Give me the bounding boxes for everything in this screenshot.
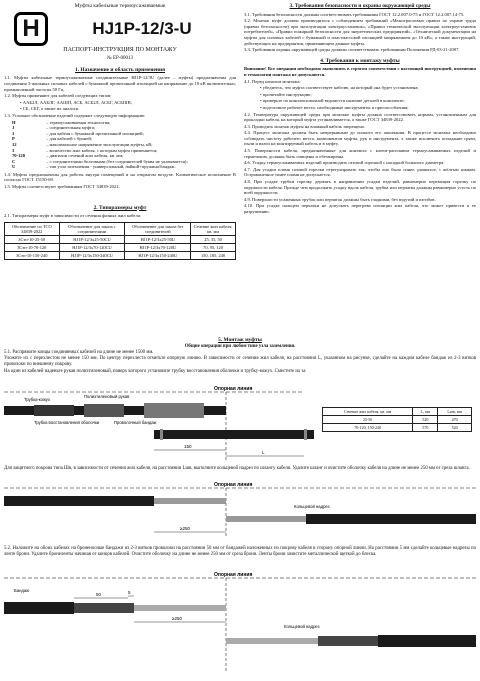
- para-3-3: 3.3. Требования охраны окружающей среды должны соответствовать требованиям Положения РД-03-21-2007.: [244, 47, 460, 53]
- section-1-title: 1. Назначение и область применения: [75, 66, 165, 73]
- fig1-dim-150: 150: [184, 444, 192, 449]
- code-row: [4, 164, 236, 170]
- figure-3: [4, 572, 476, 676]
- fig3-ref-line-label: Опорная линия: [214, 572, 253, 578]
- table-cell: 3Стп-10-150-240: [5, 251, 60, 259]
- table-cell: 150, 185, 240: [191, 251, 236, 259]
- document-number: № ЕР-00013: [106, 56, 134, 62]
- para-4-8: 4.8. При усадке трубки горелку держать в направлении усадки изделий, равномерно перемещая горелку по окружности кабеля. Прежде чем продолжить усадку вдоль кабеля, трубка или перчатка должны равномерно усесть по всей окружности.: [244, 179, 476, 196]
- table-row: [323, 424, 472, 432]
- table-header-cell: Сечение жил кабеля, кв. мм: [323, 408, 413, 416]
- code-key: 1: [12, 130, 15, 136]
- section-5-header: [4, 338, 476, 376]
- table-cell: 25-50: [323, 416, 413, 424]
- code-value: – с соединителями болтовыми (без соединителей буква не указывается);: [46, 158, 188, 164]
- code-value: – термоусаживаемая технология;: [46, 119, 111, 125]
- table-header-cell: Обозначение для заказа без соединителей: [125, 222, 191, 235]
- figure-1: [4, 384, 476, 464]
- code-value: – для кабелей с броней;: [46, 136, 93, 142]
- para-4-7: 4.7. Для усадки пламя газовой горелки отрегулировать так, чтобы оно было синее, размытое, с жёлтым языком. Остроконечное синее пламя не допускается.: [244, 166, 476, 178]
- table-header-cell: Обозначение для заказа с соединителями: [59, 222, 125, 235]
- code-key: J: [12, 125, 15, 131]
- para-5-2-wrap: [4, 546, 476, 559]
- left-column: [4, 4, 236, 263]
- code-key: 12: [12, 141, 17, 147]
- cable-types-2: • СБ, СБГ, а также их аналоги.: [20, 106, 80, 112]
- para-5-1d: Для защитного покрова типа Шв, в зависимости от сечения жил кабеля, на расстоянии Lшв, выполните кольцевой надрез по шлангу кабеля. Удалите шланг и очистите оболочку кабеля на длине не менее 250 мм от среза шланга.: [4, 466, 470, 471]
- para-4-3: 4.3. Проводить монтаж муфты на влажный кабель запрещено.: [244, 123, 366, 129]
- right-column: [244, 4, 476, 216]
- section-3-title: 3. Требования безопасности и охраны окружающей среды: [289, 3, 431, 9]
- table-cell: HJ1P-12/3х25-50U: [125, 235, 191, 243]
- para-1-2: 1.2. Муфты применяют для кабелей следующих типов:: [4, 93, 112, 99]
- preparation-item: • убедитесь, что муфта соответствует кабелю, на который она будет установлена;: [260, 85, 419, 91]
- fig3-label-0: Бандаж: [14, 588, 29, 593]
- section-2-title: 2. Типоразмеры муфт: [93, 204, 147, 211]
- cable-types-1: • ААБ2Л, ААБЛГ, ААШП, АСБ, АСБ2Л, АСБГ, АСБШВ;: [20, 99, 132, 105]
- section-5-subtitle: Общие операции при любом типе узла заземления.: [184, 343, 296, 349]
- table-cell: 520: [438, 424, 472, 432]
- code-value: – количество жил кабеля, с которым муфта применяется;: [46, 147, 158, 153]
- table-header-cell: Обозначение по ТСО 34839-2022: [5, 222, 60, 235]
- table-cell: 570: [413, 424, 438, 432]
- preparation-item: • подготовьте рабочее место, необходимые инструменты и приспособления;: [260, 104, 409, 110]
- fig1-label-0: Трубка-кожух: [24, 397, 50, 402]
- code-value: – максимальное напряжение эксплуатации муфты, кВ;: [46, 141, 153, 147]
- table-cell: HJ1P-12/3х70-120U: [125, 243, 191, 251]
- sizes-table-body: [5, 235, 236, 259]
- para-4-10: 4.10. При усадке пальцем перчатки не допускать перегрева изоляции жил кабеля, что может привести к ее разрушению.: [244, 203, 476, 214]
- preparation-list: [244, 85, 476, 110]
- code-value: – диапазон сечений жил кабеля, кв. мм;: [46, 153, 124, 159]
- para-4-2: 4.2. Температура окружающей среды при монтаже муфты должна соответствовать нормам, установленным для прокладки кабеля, на который муфта устанавливается, а также ГОСТ 34839-2022.: [244, 111, 476, 123]
- para-4-6: 4.6. Усадку термоусаживаемых изделий производить газовой горелкой с насадкой большого диаметра.: [244, 160, 445, 166]
- fig2-ref-line-label: Опорная линия: [214, 482, 253, 488]
- fig2-dim: ≥250: [180, 526, 190, 531]
- code-value: – тип узла заземления - универсальный, пайкой+пружина/бандаж.: [46, 164, 176, 170]
- fig3-dim-50: 50: [96, 592, 102, 597]
- table-cell: 3Стп-10-25-50: [5, 235, 60, 243]
- warning-text: Внимание! Все операции необходимо выполнять в строгом соответствии с настоящей инструкцией, изменения в технологии монтажа не допускаются.: [244, 66, 476, 77]
- sizes-table: [4, 222, 236, 260]
- table-cell: 470: [438, 416, 472, 424]
- para-1-4: 1.4. Муфты предназначены для работы внутри помещений и на открытом воздухе. Климатическое исполнение В согласно ГОСТ 15150-69.: [4, 171, 236, 183]
- para-5-1: 5.1. Распрямите концы соединяемых кабелей на длине не менее 1500 мм.: [4, 349, 154, 355]
- section-4-title: 4. Требования к монтажу муфты: [320, 57, 400, 64]
- preparation-item: • прочитайте инструкцию;: [260, 91, 312, 97]
- code-value: – для кабеля с бумажной пропитанной изоляцией;: [46, 130, 144, 136]
- para-4-1: 4.1. Перед началом монтажа:: [244, 78, 301, 84]
- para-1-3: 1.3. Условное обозначение изделий содержит следующую информацию:: [4, 112, 146, 118]
- para-5-1c: На один из кабелей наденьте рукав полиэтиленовый, поверх которого установите трубку восстановления оболочки и трубку-кожух. Сместите их за: [4, 368, 306, 374]
- table-header-cell: L, мм: [413, 408, 438, 416]
- fig1-table: [322, 407, 472, 432]
- para-1-1: 1.1. Муфты кабельные термоусаживаемые соединительные HJ1P-12/3U (далее – муфты) предназначены для соединения 3-жильных силовых кабелей с бумажной пропитанной изоляцией на напряжение до 10 кВ включительно, промышленной частоты 50 Гц.: [4, 75, 236, 92]
- code-key: U: [12, 164, 16, 170]
- fig1-label-2: Проволочный бандаж: [114, 420, 157, 425]
- code-list: [4, 120, 236, 170]
- table-row: [5, 251, 236, 259]
- fig1-ref-line-label: Опорная линия: [214, 386, 253, 392]
- fig3-dim-250: ≥250: [172, 616, 182, 621]
- figure-2: [4, 482, 476, 540]
- table-cell: HJ1P-12/3х25-50CU: [59, 235, 125, 243]
- fig1-table-head: [323, 408, 472, 416]
- table-header-cell: Сечение жил кабеля, кв. мм: [191, 222, 236, 235]
- table-cell: 70-120, 150-240: [323, 424, 413, 432]
- para-4-9: 4.9. Поверхности усаженных трубок или перчаток должны быть гладкими, без вздутий и изгибов.: [244, 196, 436, 202]
- code-key: H: [12, 119, 16, 125]
- para-2-1: 2.1. Типоразмеры муфт в зависимости от сечения фазных жил кабеля:: [4, 213, 142, 219]
- table-header-cell: Lшв, мм: [438, 408, 472, 416]
- sizes-table-head: [5, 222, 236, 235]
- table-cell: 25, 35, 50: [191, 235, 236, 243]
- para-5-1b: Уложите их с перехлестом не менее 150 мм. По центру перехлеста отметьте опорную линию. В зависимости от сечения жил кабеля, на расстоянии L, указанном на рисунке, сделайте на каждом кабеле бандаж из 2-3 витков проволоки по внешнему покрову.: [4, 356, 476, 368]
- code-key: 3: [12, 147, 15, 153]
- document-subtitle: ПАСПОРТ-ИНСТРУКЦИЯ ПО МОНТАЖУ: [63, 46, 177, 53]
- code-value: – соединительная муфта;: [46, 125, 96, 131]
- table-cell: 520: [413, 416, 438, 424]
- table-cell: 70, 95, 120: [191, 243, 236, 251]
- top-title: Муфты кабельные термоусаживаемые: [74, 3, 166, 9]
- fig1-label-3: Трубка восстановления оболочки: [34, 420, 100, 425]
- fig1-label-1: Полиэтиленовый рукав: [84, 394, 130, 399]
- code-key: P: [12, 136, 15, 142]
- para-3-1: 3.1. Требования безопасности должны соответствовать требованиям ГОСТ 12.2.007.0-75 и ГОСТ 12.2.007.14-75.: [244, 11, 465, 17]
- section-5-title: 5. Монтаж муфты: [218, 337, 262, 343]
- code-key: 70-120: [12, 153, 26, 159]
- company-logo: H: [14, 12, 48, 46]
- para-1-5: 1.5. Муфты соответствуют требованиям ГОСТ 34839-2022.: [4, 184, 120, 190]
- table-row: [5, 243, 236, 251]
- para-3-2: 3.2. Монтаж муфт должен производиться с соблюдением требований «Межотраслевых правил по охране труда (правил безопасности) при эксплуатации электроустановок», «Правил технической эксплуатации электроустановок потребителей», «Правил пожарной безопасности для энергетических предприятий», «Технической документации на муфты для силовых кабелей с бумажной и пластмассовой изоляцией напряжением до 10 кВ», а также инструкций, действующих на предприятии, применяющем данные муфты.: [244, 18, 476, 46]
- para-5-1d-wrap: [4, 466, 476, 473]
- table-row: [323, 416, 472, 424]
- para-5-2: 5.2. Наложите на обоих кабелях на броненосные бандажи из 2-3 витков проволоки на расстоянии 50 мм от бандажей наложенных по покрову кабеля в сторону опорной линии. На расстоянии 5 мм сделайте кольцевые надрезы по ленте брони. Удалите бронеленты начиная от концов кабелей. Очистите оболочку на длине не менее 250 мм от среза брони. Ленты брони зачистите металлической щеткой до блеска.: [4, 546, 476, 557]
- fig3-label-1: Кольцевой надрез: [284, 624, 320, 629]
- fig1-dim-L: L: [262, 450, 265, 455]
- product-title: HJ1P-12/3-U: [92, 18, 192, 38]
- code-key: C: [12, 158, 16, 164]
- fig3-dim-5: 5: [128, 590, 131, 595]
- preparation-item: • проверьте по комплектовочной ведомости наличие деталей в комплекте;: [260, 98, 405, 104]
- fig2-label: Кольцевой надрез: [294, 504, 330, 509]
- table-row: [5, 235, 236, 243]
- para-4-4: 4.4. Процесс монтажа должен быть непрерывным до полного его окончания. В процессе монтажа необходимо соблюдать чистоту рабочего места, компонентов муфты, рук и инструмента, а также исключить попадание грязи, пыли и влаги на монтируемый кабель и в муфту.: [244, 130, 476, 147]
- table-cell: 3Стп-10-70-120: [5, 243, 60, 251]
- table-cell: HJ1P-12/3х70-120CU: [59, 243, 125, 251]
- table-cell: HJ1P-12/3х150-240CU: [59, 251, 125, 259]
- logo-row: [4, 12, 236, 46]
- para-4-5: 4.5. Поверхности кабеля, предназначенные для контакта с клеем-расплавом термоусаживаемых изделий и герметиком, должны быть очищены и обезжирены.: [244, 148, 476, 159]
- fig1-table-body: [323, 416, 472, 432]
- table-cell: HJ1P-12/3х150-240U: [125, 251, 191, 259]
